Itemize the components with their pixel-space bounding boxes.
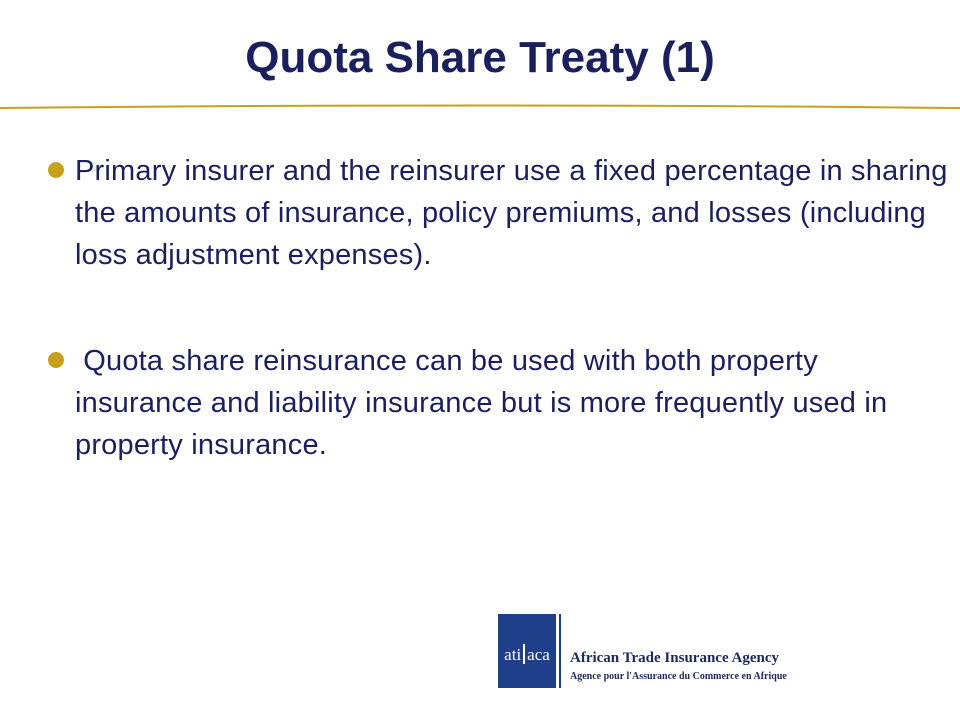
- logo-subname: Agence pour l'Assurance du Commerce en Afrique: [570, 671, 787, 682]
- logo-monogram-right: aca: [527, 645, 550, 664]
- logo-divider: [559, 614, 561, 688]
- bullet-item-2: [48, 340, 948, 466]
- logo-monogram: [500, 644, 554, 665]
- bullet-list: [48, 150, 948, 466]
- bullet-dot-icon: [48, 162, 64, 178]
- logo-mark-box: [498, 614, 556, 688]
- slide-title: Quota Share Treaty (1): [245, 33, 715, 82]
- logo-monogram-left: ati: [504, 645, 522, 664]
- bullet-text: Primary insurer and the reinsurer use a fixed percentage in sharing the amounts of insurance, policy premiums, and losses (including loss adjustment expenses).: [75, 155, 948, 271]
- title-divider: [0, 103, 960, 111]
- bullet-item-1: [48, 150, 948, 276]
- bullet-text: Quota share reinsurance can be used with both property insurance and liability insurance but is more frequently used in property insurance.: [75, 345, 888, 461]
- logo-name: African Trade Insurance Agency: [570, 650, 780, 666]
- logo-monogram-divider: [523, 644, 525, 664]
- ati-logo: [498, 614, 818, 690]
- bullet-dot-icon: [48, 352, 64, 368]
